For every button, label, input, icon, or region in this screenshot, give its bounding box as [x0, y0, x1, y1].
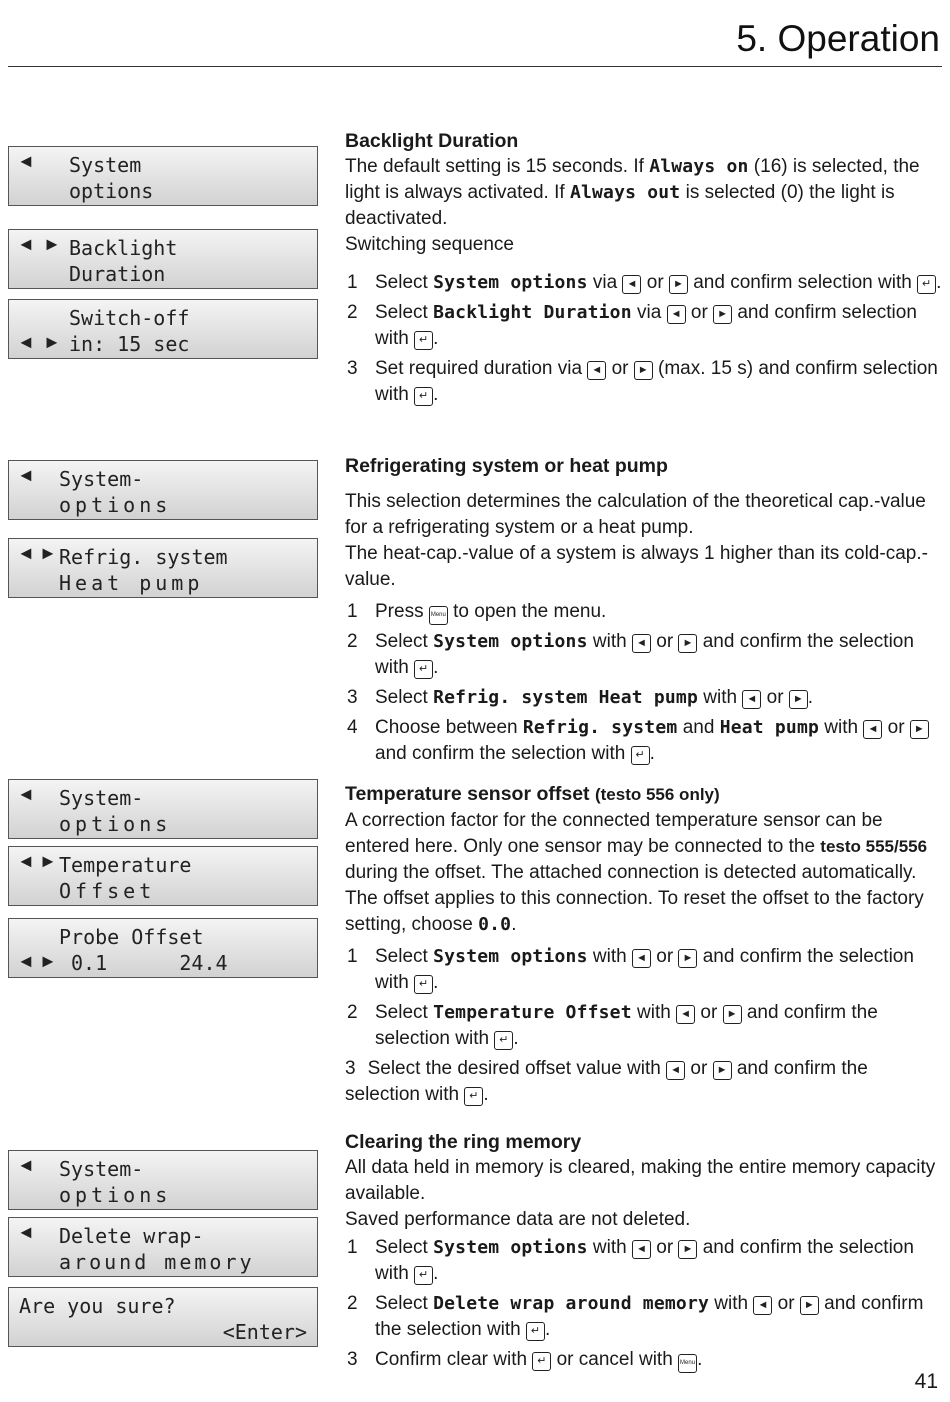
- left-key-icon: ◄: [863, 720, 882, 739]
- paragraph: The heat-cap.-value of a system is always 1 higher than its cold-cap.-value.: [345, 543, 928, 590]
- step-list: [345, 270, 945, 408]
- lcd-line-1: Probe Offset: [59, 925, 204, 949]
- paragraph: This selection determines the calculation of the theoretical cap.-value for a refrigerating system or a heat pump.: [345, 491, 926, 538]
- list-item: 1 Press Menu to open the menu.: [345, 599, 945, 625]
- right-key-icon: ►: [713, 305, 732, 324]
- right-arrow-icon: ►: [43, 234, 61, 254]
- right-key-icon: ►: [713, 1061, 732, 1080]
- lcd-line-1: Refrig. system: [59, 545, 228, 569]
- paragraph: Saved performance data are not deleted.: [345, 1209, 691, 1230]
- lcd-probe-offset: [8, 918, 318, 978]
- step-list: [345, 944, 945, 1108]
- list-item: 1 Select System options with ◄ or ► and confirm the selection with ↵ .: [347, 1237, 914, 1284]
- list-item: 3 Select the desired offset value with ◄ or ► and confirm the selection with ↵ .: [345, 1058, 868, 1105]
- left-arrow-icon: ◄: [17, 951, 35, 971]
- section-heading: Clearing the ring memory: [345, 1131, 582, 1153]
- left-key-icon: ◄: [667, 305, 686, 324]
- list-item: 1 Select System options via ◄ or ► and confirm selection with ↵ .: [347, 272, 942, 293]
- section-heading: Temperature sensor offset (testo 556 only): [345, 783, 720, 805]
- lcd-switch-off: [8, 299, 318, 359]
- left-key-icon: ◄: [676, 1005, 695, 1024]
- section-heading: Refrigerating system or heat pump: [345, 455, 668, 477]
- header-rule: [8, 66, 942, 67]
- lcd-temperature-offset: [8, 846, 318, 906]
- lcd-line-2: <Enter>: [222, 1320, 307, 1344]
- list-item: 4 Choose between Refrig. system and Heat pump with ◄ or ► and confirm the selection with ↵ .: [345, 715, 945, 767]
- lcd-line-1: Temperature: [59, 853, 192, 877]
- left-key-icon: ◄: [742, 690, 761, 709]
- lcd-line-1: System-: [59, 786, 144, 810]
- enter-key-icon: ↵: [414, 331, 433, 350]
- paragraph: All data held in memory is cleared, making the entire memory capacity available.: [345, 1157, 936, 1204]
- left-arrow-icon: ◄: [17, 234, 35, 254]
- lcd-backlight-duration: [8, 229, 318, 289]
- left-key-icon: ◄: [753, 1296, 772, 1315]
- lcd-line-1: System-: [59, 1157, 144, 1181]
- lcd-line-2: options: [59, 812, 172, 836]
- right-arrow-icon: ►: [39, 851, 57, 871]
- list-item: 3 Set required duration via ◄ or ► (max. 15 s) and confirm selection with ↵ .: [347, 358, 938, 405]
- section-backlight: [345, 128, 945, 412]
- step-list: [345, 599, 945, 767]
- lcd-line-2: options: [69, 179, 154, 203]
- right-arrow-icon: ►: [43, 332, 61, 352]
- right-key-icon: ►: [910, 720, 929, 739]
- right-key-icon: ►: [800, 1296, 819, 1315]
- right-key-icon: ►: [678, 634, 697, 653]
- list-item: 2 Select System options with ◄ or ► and confirm the selection with ↵ .: [347, 631, 914, 678]
- section-refrig: [345, 453, 945, 771]
- lcd-line-2: options: [59, 493, 172, 517]
- enter-key-icon: ↵: [526, 1322, 545, 1341]
- right-arrow-icon: ►: [39, 951, 57, 971]
- left-key-icon: ◄: [632, 634, 651, 653]
- menu-key-icon: Menu: [429, 606, 448, 625]
- page-header-title: 5. Operation: [736, 18, 940, 59]
- enter-key-icon: ↵: [414, 1266, 433, 1285]
- left-key-icon: ◄: [622, 275, 641, 294]
- section-ring-memory: [345, 1129, 945, 1377]
- left-arrow-icon: ◄: [17, 465, 35, 485]
- lcd-line-2: in: 15 sec: [69, 332, 190, 356]
- right-key-icon: ►: [789, 690, 808, 709]
- right-key-icon: ►: [723, 1005, 742, 1024]
- list-item: 2 Select Backlight Duration via ◄ or ► and confirm selection with ↵ .: [347, 302, 917, 349]
- right-arrow-icon: ►: [39, 543, 57, 563]
- enter-key-icon: ↵: [532, 1352, 551, 1371]
- left-arrow-icon: ◄: [17, 1222, 35, 1242]
- left-key-icon: ◄: [587, 361, 606, 380]
- lcd-line-1: Delete wrap-: [59, 1224, 204, 1248]
- lcd-line-1: System-: [59, 467, 144, 491]
- left-arrow-icon: ◄: [17, 784, 35, 804]
- section-offset: [345, 781, 945, 1112]
- step-list: [345, 1235, 945, 1373]
- left-key-icon: ◄: [632, 949, 651, 968]
- list-item: 1 Select System options with ◄ or ► and confirm the selection with ↵ .: [347, 946, 914, 993]
- list-item: 3 Select Refrig. system Heat pump with ◄ or ► .: [347, 687, 814, 708]
- paragraph: Switching sequence: [345, 234, 514, 255]
- lcd-system-options-2: [8, 460, 318, 520]
- lcd-system-options-3: [8, 779, 318, 839]
- enter-key-icon: ↵: [414, 975, 433, 994]
- list-item: 3 Confirm clear with ↵ or cancel with Menu .: [345, 1347, 945, 1373]
- enter-key-icon: ↵: [631, 746, 650, 765]
- left-key-icon: ◄: [632, 1240, 651, 1259]
- lcd-are-you-sure: [8, 1287, 318, 1347]
- page-number: 41: [914, 1370, 938, 1393]
- lcd-delete-memory: [8, 1217, 318, 1277]
- lcd-refrig-system: [8, 538, 318, 598]
- lcd-line-2: 0.1 24.4: [71, 951, 228, 975]
- enter-key-icon: ↵: [494, 1031, 513, 1050]
- lcd-system-options: [8, 146, 318, 206]
- right-key-icon: ►: [669, 275, 688, 294]
- left-arrow-icon: ◄: [17, 851, 35, 871]
- enter-key-icon: ↵: [414, 660, 433, 679]
- lcd-line-1: Switch-off: [69, 306, 190, 330]
- left-key-icon: ◄: [666, 1061, 685, 1080]
- right-key-icon: ►: [678, 1240, 697, 1259]
- list-item: 2 Select Temperature Offset with ◄ or ► and confirm the selection with ↵ .: [347, 1002, 878, 1049]
- lcd-line-2: options: [59, 1183, 172, 1207]
- lcd-line-2: Offset: [59, 879, 156, 903]
- enter-key-icon: ↵: [414, 387, 433, 406]
- section-heading: Backlight Duration: [345, 130, 519, 152]
- paragraph: The default setting is 15 seconds. If Always on (16) is selected, the light is always activated. If Always out is selected (0) the light is deactivated.: [345, 156, 920, 229]
- lcd-line-1: Are you sure?: [19, 1294, 176, 1318]
- paragraph: A correction factor for the connected temperature sensor can be entered here. Only one sensor may be connected to the testo 555/556 during the offset. The attached connection is detected automatically. The offset applies to this connection. To reset the offset to the factory setting, choose 0.0.: [345, 810, 928, 935]
- lcd-line-1: System: [69, 153, 142, 177]
- right-key-icon: ►: [678, 949, 697, 968]
- lcd-line-2: Duration: [69, 262, 166, 286]
- right-key-icon: ►: [634, 361, 653, 380]
- lcd-line-2: around memory: [59, 1250, 255, 1274]
- lcd-line-1: Backlight: [69, 236, 178, 260]
- lcd-system-options-4: [8, 1150, 318, 1210]
- left-arrow-icon: ◄: [17, 151, 35, 171]
- left-arrow-icon: ◄: [17, 543, 35, 563]
- enter-key-icon: ↵: [917, 275, 936, 294]
- left-arrow-icon: ◄: [17, 332, 35, 352]
- left-arrow-icon: ◄: [17, 1155, 35, 1175]
- list-item: 2 Select Delete wrap around memory with ◄ or ► and confirm the selection with ↵ .: [347, 1293, 924, 1340]
- lcd-line-2: Heat pump: [59, 571, 204, 595]
- menu-key-icon: Menu: [678, 1354, 697, 1373]
- enter-key-icon: ↵: [464, 1087, 483, 1106]
